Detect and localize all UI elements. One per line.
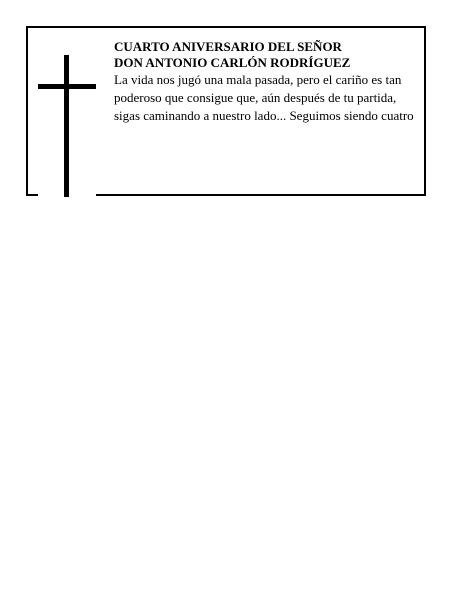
cross-vertical-bar (64, 55, 69, 197)
notice-title-line-1: CUARTO ANIVERSARIO DEL SEÑOR (114, 39, 342, 54)
notice-message: La vida nos jugó una mala pasada, pero el cariño es tan poderoso que consigue que, aún después de tu partida, sigas caminando a nuestro lado... Seguimos siendo cuatro (114, 72, 414, 123)
notice-text-block (114, 39, 420, 125)
latin-cross-icon (38, 55, 96, 197)
notice-title-line-2: DON ANTONIO CARLÓN RODRÍGUEZ (114, 55, 351, 70)
cross-horizontal-bar (38, 84, 96, 89)
